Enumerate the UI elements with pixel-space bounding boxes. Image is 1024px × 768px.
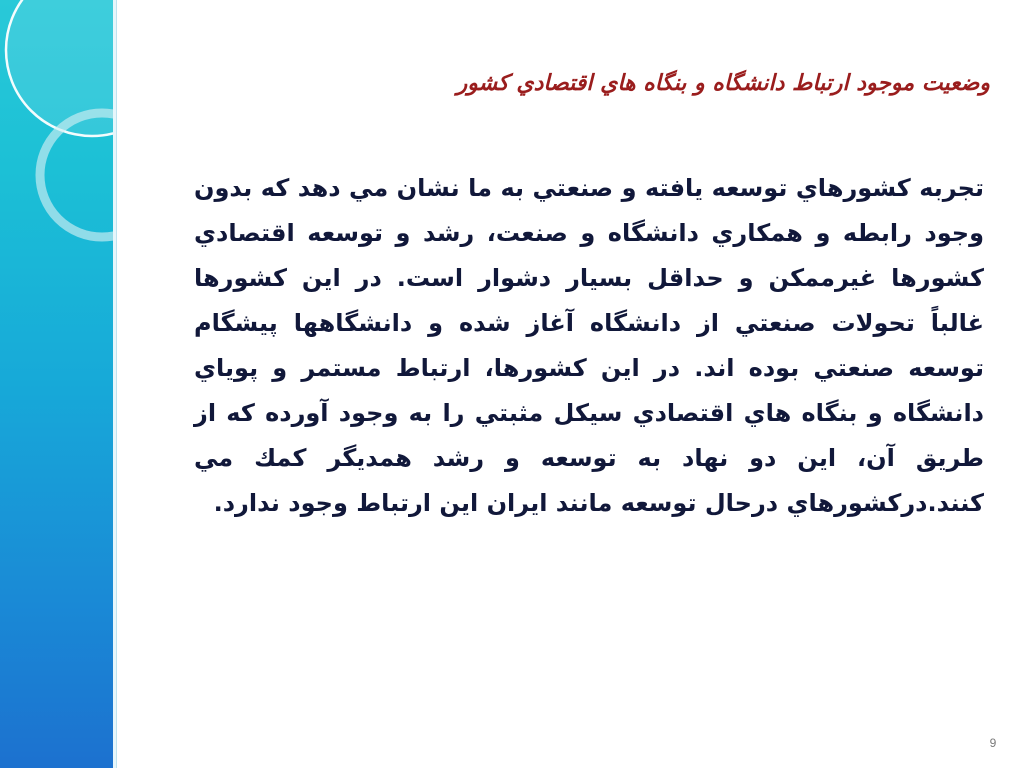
slide-title: وضعيت موجود ارتباط دانشگاه و بنگاه هاي اقتصادي كشور (456, 71, 990, 96)
decorative-circles (0, 0, 113, 300)
page-number: 9 (989, 736, 997, 750)
slide-body-text: تجربه كشورهاي توسعه يافته و صنعتي به ما نشان مي دهد كه بدون وجود رابطه و همكاري دانشگاه و صنعت، رشد و توسعه اقتصادي كشورها غيرممكن و حداقل بسيار دشوار است. در اين كشورها غالباً تحولات صنعتي از دانشگاه آغاز شده و دانشگاهها پيشگام توسعه صنعتي بوده اند. در اين كشورها، ارتباط مستمر و پوياي دانشگاه و بنگاه هاي اقتصادي سيكل مثبتي را به وجود آورده كه از طريق آن، اين دو نهاد به توسعه و رشد همديگر كمك مي كنند.دركشورهاي درحال توسعه مانند ايران اين ارتباط وجود ندارد. (194, 174, 984, 517)
decorative-side-band (0, 0, 113, 768)
side-band-edge-line (116, 0, 117, 768)
